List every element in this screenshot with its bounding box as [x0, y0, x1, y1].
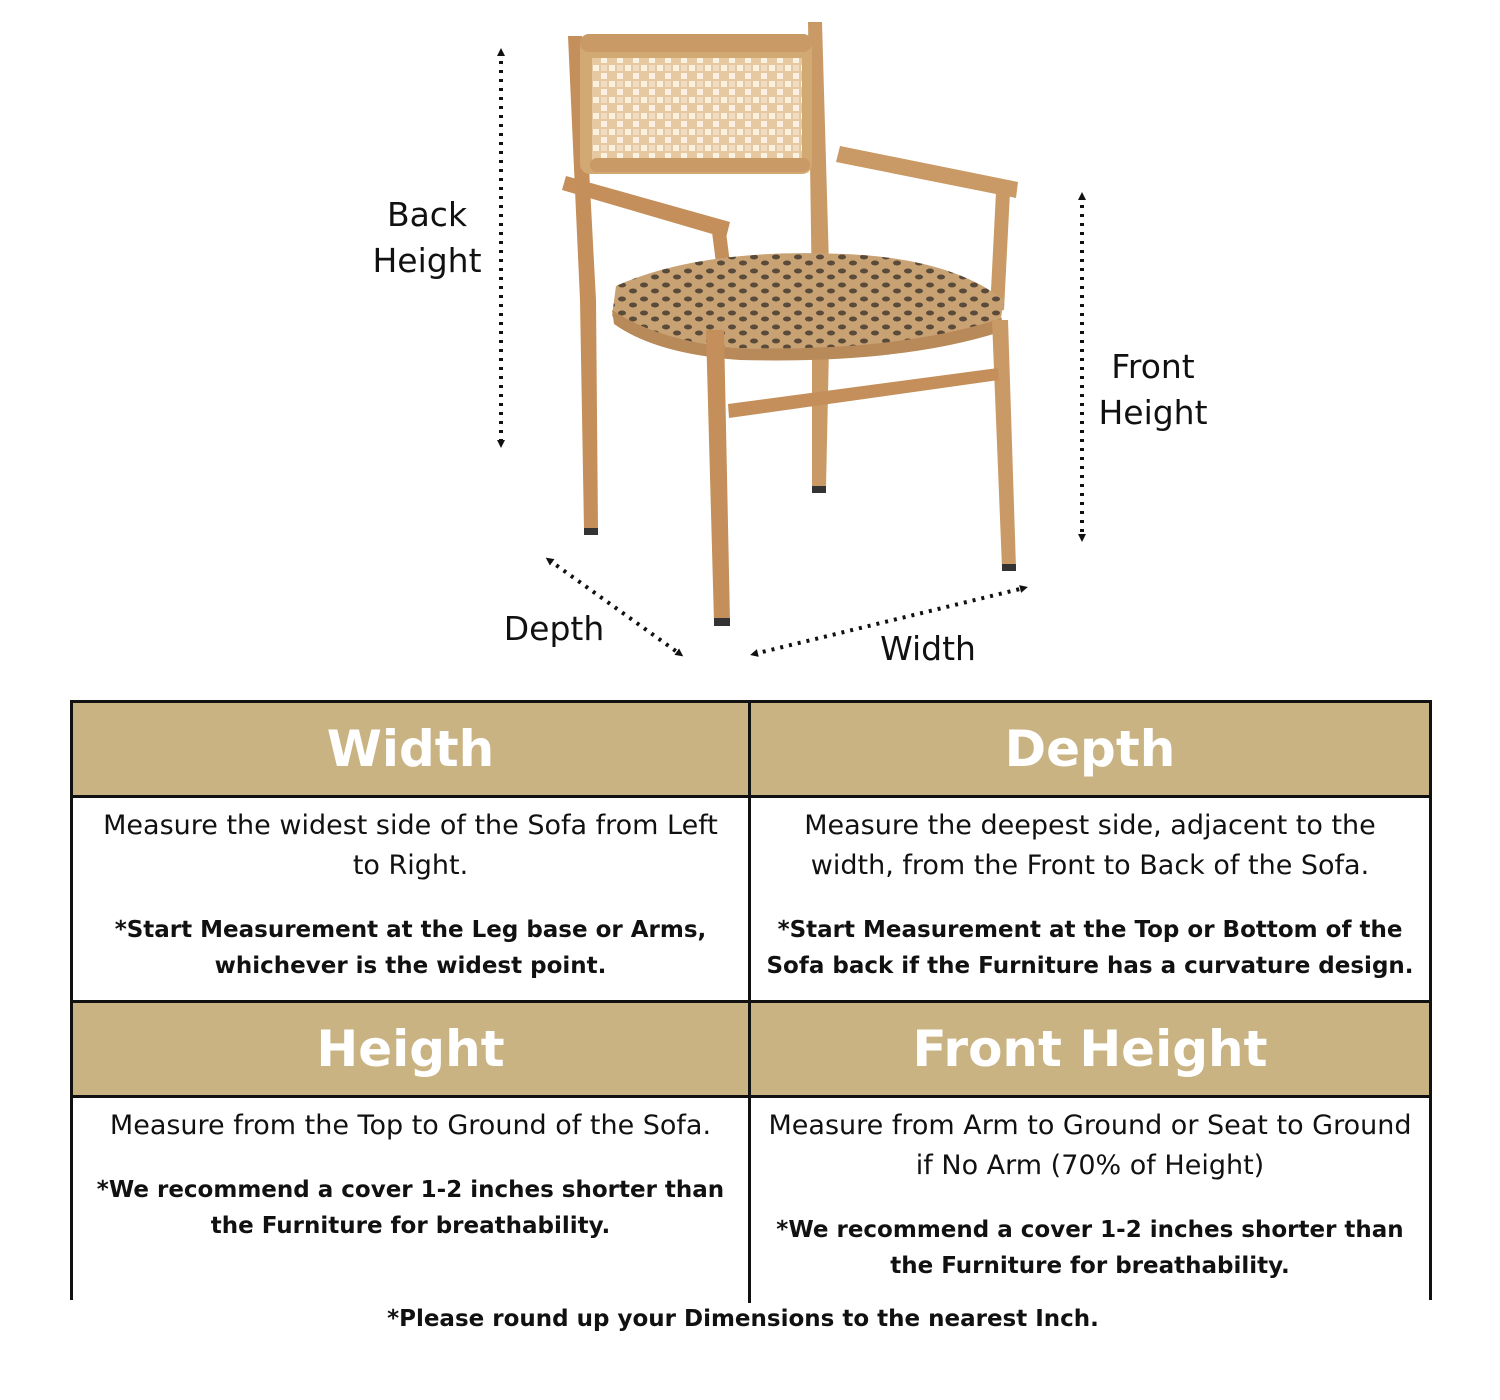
chair-stretcher: [728, 368, 999, 418]
back-height-label: Back Height: [372, 195, 482, 280]
rounding-note: *Please round up your Dimensions to the nearest Inch.: [387, 1306, 1099, 1332]
depth-header: [751, 703, 1429, 798]
front-height-description: Measure from Arm to Ground or Seat to Ground if No Arm (70% of Height): [768, 1110, 1412, 1181]
chair-front-leg-left: [706, 330, 730, 622]
width-header: [73, 703, 751, 798]
measurement-diagram: [0, 0, 1500, 690]
depth-title: Depth: [1004, 720, 1176, 778]
height-note: *We recommend a cover 1-2 inches shorter than the Furniture for breathability.: [96, 1177, 725, 1239]
chair-illustration: [0, 0, 1500, 690]
width-description: Measure the widest side of the Sofa from Left to Right.: [103, 810, 718, 881]
depth-label: Depth: [503, 609, 605, 648]
measurement-guide-table: [70, 700, 1432, 1300]
depth-instructions: [751, 798, 1429, 1003]
width-note: *Start Measurement at the Leg base or Arms, whichever is the widest point.: [114, 917, 707, 979]
height-header: [73, 1003, 751, 1098]
front-height-note: *We recommend a cover 1-2 inches shorter than the Furniture for breathability.: [776, 1217, 1404, 1279]
depth-description: Measure the deepest side, adjacent to the width, from the Front to Back of the Sofa.: [804, 810, 1376, 881]
height-title: Height: [316, 1020, 505, 1078]
front-height-label: Front Height: [1098, 347, 1208, 432]
chair-arm-right: [836, 146, 1018, 198]
height-description: Measure from the Top to Ground of the Sofa.: [109, 1110, 712, 1141]
width-instructions: [73, 798, 751, 1003]
chair-backrest-weave: [592, 58, 802, 162]
height-instructions: [73, 1098, 751, 1303]
depth-note: *Start Measurement at the Top or Bottom of the Sofa back if the Furniture has a curvature design.: [766, 917, 1414, 979]
front-height-title: Front Height: [912, 1020, 1268, 1078]
chair-front-leg-right: [992, 320, 1016, 568]
width-title: Width: [326, 720, 495, 778]
width-label: Width: [880, 629, 976, 668]
chair: [562, 22, 1018, 626]
front-height-header: [751, 1003, 1429, 1098]
front-height-instructions: [751, 1098, 1429, 1303]
